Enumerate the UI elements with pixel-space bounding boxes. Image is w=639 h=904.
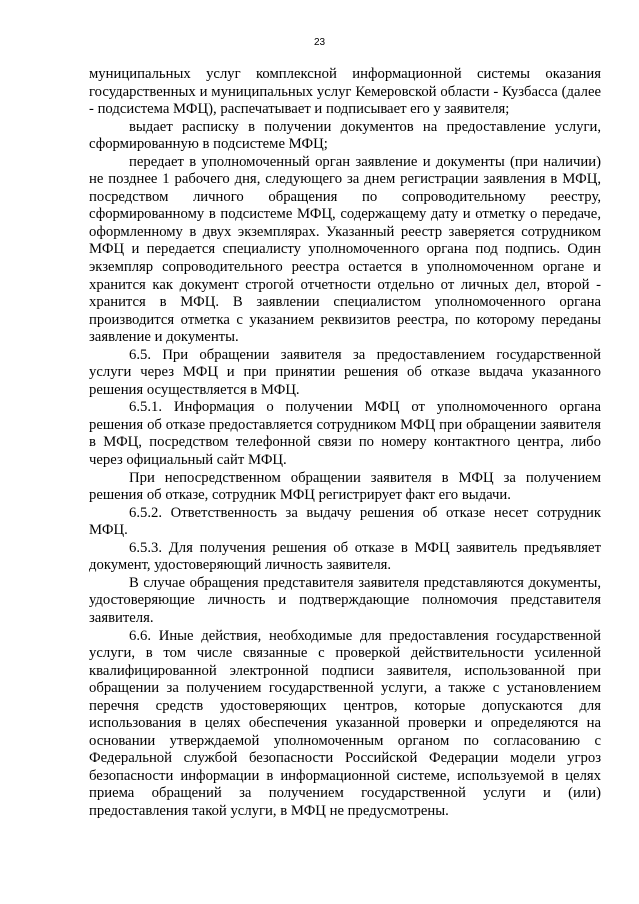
paragraph-6-5-3: 6.5.3. Для получения решения об отказе в МФЦ заявитель предъявляет документ, удостоверяющий личность заявителя. [89, 539, 601, 574]
paragraph-continuation: муниципальных услуг комплексной информационной системы оказания государственных и муниципальных услуг Кемеровской области - Кузбасса (далее - подсистема МФЦ), распечатывает и подписывает его у заявителя; [89, 66, 601, 118]
page-number: 23 [313, 37, 326, 48]
paragraph-6-5-2: 6.5.2. Ответственность за выдачу решения об отказе несет сотрудник МФЦ. [89, 504, 601, 539]
paragraph-transfer: передает в уполномоченный орган заявление и документы (при наличии) не позднее 1 рабочего дня, следующего за днем регистрации заявления в МФЦ, посредством личного обращения по сопроводительному реестру, сформированному в подсистеме МФЦ, содержащему дату и отметку о передаче, оформленному в двух экземплярах. Указанный реестр заверяется сотрудником МФЦ и передается специалисту уполномоченного органа под подпись. Один экземпляр сопроводительного реестра остается в уполномоченном органе и хранится как документ строгой отчетности отдельно от личных дел, второй - хранится в МФЦ. В заявлении специалистом уполномоченного органа производится отметка с указанием реквизитов реестра, по которому переданы заявление и документы. [89, 153, 601, 346]
paragraph-6-5: 6.5. При обращении заявителя за предоставлением государственной услуги через МФЦ и при принятии решения об отказе выдача указанного решения осуществляется в МФЦ. [89, 346, 601, 398]
paragraph-6-5-1: 6.5.1. Информация о получении МФЦ от уполномоченного органа решения об отказе предоставляется сотрудником МФЦ при обращении заявителя в МФЦ, посредством телефонной связи по номеру контактного центра, либо через официальный сайт МФЦ. [89, 399, 601, 469]
paragraph-6-6: 6.6. Иные действия, необходимые для предоставления государственной услуги, в том числе связанные с проверкой действительности усиленной квалифицированной электронной подписи заявителя, использованной при обращении за получением государственной услуги, а также с установлением перечня средств удостоверяющих центров, которые допускаются для использования в целях обеспечения указанной проверки и определяются на основании утверждаемой уполномоченным органом по согласованию с Федеральной службой безопасности Российской Федерации модели угроз безопасности информации в информационной системе, используемой в целях приема обращений за получением государственной услуги и (или) предоставления такой услуги, в МФЦ не предусмотрены. [89, 627, 601, 819]
paragraph-receipt: выдает расписку в получении документов на предоставление услуги, сформированную в подсистеме МФЦ; [89, 118, 601, 153]
document-body [89, 66, 601, 821]
paragraph-representative: В случае обращения представителя заявителя представляются документы, удостоверяющие личность и подтверждающие полномочия представителя заявителя. [89, 574, 601, 626]
paragraph-direct-appeal: При непосредственном обращении заявителя в МФЦ за получением решения об отказе, сотрудник МФЦ регистрирует факт его выдачи. [89, 469, 601, 504]
